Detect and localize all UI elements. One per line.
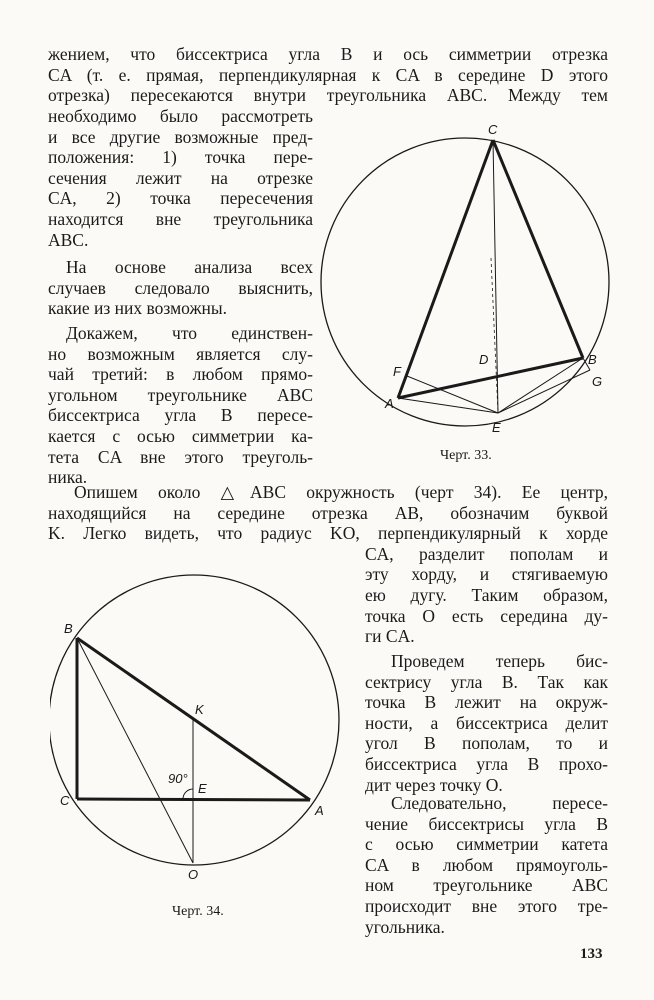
circumscribe-paragraph-full: [48, 482, 608, 544]
text-line: биссектриса угла B пересе-: [48, 405, 313, 426]
top-paragraph-end: [48, 230, 88, 251]
text-line: ности, а биссектриса делит: [365, 712, 608, 733]
bisector-bo: [77, 638, 193, 863]
figure-34-diagram: [50, 565, 360, 890]
text-line: ном треугольнике ABC: [365, 875, 608, 896]
text-line: отрезка) пересекаются внутри треугольника ABC. Между тем: [48, 85, 608, 106]
text-line: случаев следовало выяснить,: [48, 277, 313, 298]
label-a: A: [385, 396, 394, 411]
text-line: На основе анализа всех: [66, 257, 313, 277]
text-line: чение биссектрисы угла B: [365, 813, 608, 834]
label-c: C: [488, 122, 498, 137]
right-angle-arc: [183, 789, 193, 799]
text-line: CA, 2) точка пересечения: [48, 188, 313, 209]
label-f: F: [393, 364, 401, 379]
analysis-paragraph: [48, 257, 313, 298]
label-angle: 90°: [168, 771, 188, 786]
text-line: находящийся на середине отрезка AB, обозначим буквой: [48, 502, 608, 523]
text-line: биссектриса угла B прохо-: [365, 753, 608, 774]
text-line: сектрису угла B. Так как: [365, 671, 608, 692]
top-paragraph-narrow: [48, 106, 313, 230]
text-line: дит через точку O.: [365, 774, 503, 795]
side-ab: [398, 358, 583, 398]
conclusion-paragraph-end: [365, 917, 445, 938]
text-line: с осью симметрии катета: [365, 834, 608, 855]
text-line: ги CA.: [365, 626, 415, 647]
conclusion-paragraph: [365, 793, 608, 917]
text-line: CA (т. е. прямая, перпендикулярная к CA в середине D этого: [48, 64, 608, 85]
analysis-paragraph-end: [48, 298, 227, 319]
text-line: но возможным является слу-: [48, 343, 313, 364]
text-line: точка O есть середина ду-: [365, 605, 608, 626]
text-line: Докажем, что единствен-: [66, 323, 313, 343]
label-g: G: [592, 374, 603, 389]
text-line: Проведем теперь бис-: [391, 651, 608, 671]
circumscribe-paragraph-end: [365, 626, 415, 647]
text-line: жением, что биссектриса угла B и ось симметрии отрезка: [48, 44, 608, 64]
text-line: K. Легко видеть, что радиус KO, перпендикулярный к хорде: [48, 523, 608, 544]
label-b: B: [64, 621, 73, 636]
text-line: угол B пополам, то и: [365, 733, 608, 754]
bisector-paragraph: [365, 651, 608, 775]
text-line: кается с осью симметрии ка-: [48, 425, 313, 446]
label-e: E: [198, 781, 207, 796]
text-line: чай третий: в любом прямо-: [48, 364, 313, 385]
figure-33-diagram: [315, 118, 625, 438]
text-line: ею дугу. Таким образом,: [365, 584, 608, 605]
text-line: положения: 1) точка пере-: [48, 147, 313, 168]
top-paragraph-full: [48, 44, 608, 106]
text-line: сечения лежит на отрезке: [48, 167, 313, 188]
text-line: Следовательно, пересе-: [391, 793, 608, 813]
text-line: происходит вне этого тре-: [365, 895, 608, 916]
text-line: ника.: [48, 467, 88, 488]
label-o: O: [188, 867, 199, 882]
figure-33-caption: Черт. 33.: [440, 448, 492, 463]
text-line: CA в любом прямоуголь-: [365, 854, 608, 875]
label-a: A: [315, 803, 324, 818]
label-k: K: [195, 702, 204, 717]
page-number: 133: [580, 946, 603, 962]
line-ae: [398, 398, 498, 413]
figure-34-caption: Черт. 34.: [172, 904, 224, 919]
text-line: угольном треугольнике ABC: [48, 384, 313, 405]
text-line: находится вне треугольника: [48, 208, 313, 229]
label-c: C: [60, 793, 70, 808]
text-line: ABC.: [48, 229, 89, 250]
text-line: Опишем около △ABC окружность (черт 34). Ее центр,: [74, 482, 608, 502]
text-line: CA, разделит пополам и: [365, 543, 608, 564]
proof-paragraph: [48, 323, 313, 467]
circumscribe-paragraph-narrow: [365, 544, 608, 626]
label-d: D: [479, 352, 489, 367]
text-line: тета CA вне этого треуголь-: [48, 446, 313, 467]
text-line: точка B лежит на окруж-: [365, 692, 608, 713]
text-line: эту хорду, и стягиваемую: [365, 564, 608, 585]
side-cb: [493, 140, 583, 358]
text-line: необходимо было рассмотреть: [48, 106, 313, 126]
line-ge: [498, 370, 590, 413]
line-fa: [398, 376, 407, 398]
text-line: какие из них возможны.: [48, 298, 228, 319]
label-b: B: [588, 352, 597, 367]
text-line: и все другие возможные пред-: [48, 126, 313, 147]
text-line: угольника.: [365, 916, 445, 937]
bisector-ce: [493, 140, 498, 413]
label-e: E: [492, 420, 501, 435]
